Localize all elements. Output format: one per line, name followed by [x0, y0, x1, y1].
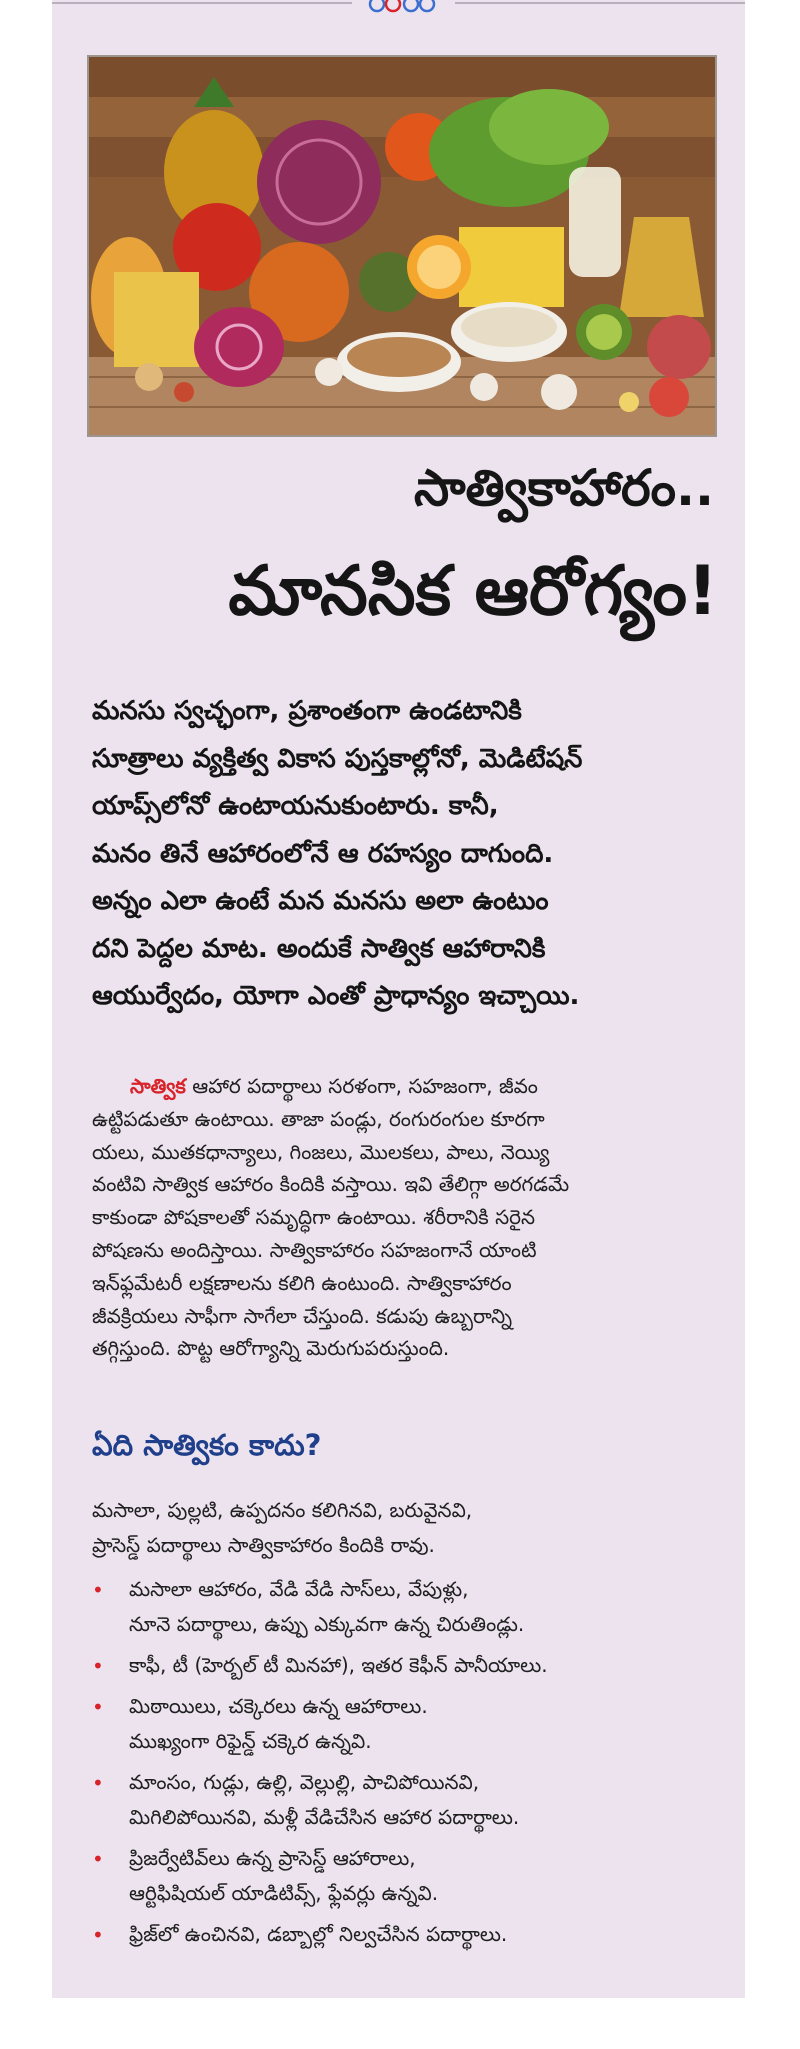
list-item-line: మాంసం, గుడ్లు, ఉల్లి, వెల్లుల్లి, పాచిపోయినవి,	[129, 1770, 480, 1794]
ornament-icon	[365, 0, 441, 14]
body-first-rest: ఆహార పదార్థాలు సరళంగా, సహజంగా, జీవం	[185, 1074, 538, 1098]
highlight-word: సాత్విక	[130, 1074, 186, 1098]
body-line: పోషణను అందిస్తాయి. సాత్వికాహారం సహజంగానే యాంటి	[92, 1237, 537, 1262]
section-subheading: ఏది సాత్వికం కాదు?	[92, 1428, 322, 1462]
body-line: వంటివి సాత్విక ఆహారం కిందికి వస్తాయి. ఇవి తేలిగ్గా అరగడమే	[92, 1172, 570, 1197]
list-item	[92, 1917, 712, 1952]
list-item-line: కాఫీ, టీ (హెర్బల్ టీ మినహా), ఇతర కెఫీన్ పానీయాలు.	[129, 1653, 548, 1677]
headline-line1: సాత్వికాహారం..	[414, 459, 714, 517]
list-item	[92, 1648, 712, 1683]
list-item-line: మిఠాయిలు, చక్కెరలు ఉన్న ఆహారాలు.	[129, 1694, 428, 1718]
bullet-icon: •	[92, 1654, 104, 1678]
body-line: కాకుండా పోషకాలతో సమృద్ధిగా ఉంటాయి. శరీరానికి సరైన	[92, 1205, 536, 1230]
body-paragraph	[92, 1070, 707, 1365]
not-satvik-list	[92, 1572, 712, 1958]
bullet-icon: •	[92, 1578, 104, 1602]
food-photo	[87, 55, 717, 437]
top-rule-right	[455, 2, 745, 4]
top-rule-left	[52, 2, 352, 4]
list-item	[92, 1572, 712, 1642]
not-satvik-intro-line: మసాలా, పుల్లటి, ఉప్పదనం కలిగినవి, బరువైనవి,	[92, 1498, 473, 1522]
list-item	[92, 1765, 712, 1835]
body-line: ఉట్టిపడుతూ ఉంటాయి. తాజా పండ్లు, రంగురంగుల కూరగా	[92, 1106, 545, 1131]
list-item-line: ఫ్రిజ్‌లో ఉంచినవి, డబ్బాల్లో నిల్వచేసిన పదార్థాలు.	[129, 1922, 508, 1946]
list-item-line: మిగిలిపోయినవి, మళ్లీ వేడిచేసిన ఆహార పదార్థాలు.	[129, 1805, 520, 1829]
bullet-icon: •	[92, 1771, 104, 1795]
intro-line: సూత్రాలు వ్యక్తిత్వ వికాస పుస్తకాల్లోనో, మెడిటేషన్	[92, 743, 583, 774]
list-item-line: నూనె పదార్థాలు, ఉప్పు ఎక్కువగా ఉన్న చిరుతిండ్లు.	[129, 1612, 525, 1636]
bullet-icon: •	[92, 1695, 104, 1719]
list-item-line: ముఖ్యంగా రిఫైన్డ్ చక్కెర ఉన్నవి.	[129, 1729, 372, 1753]
intro-line: మనం తినే ఆహారంలోనే ఆ రహస్యం దాగుంది.	[92, 838, 554, 869]
not-satvik-intro	[92, 1493, 707, 1563]
body-line: తగ్గిస్తుంది. పొట్ట ఆరోగ్యాన్ని మెరుగుపరుస్తుంది.	[92, 1336, 450, 1361]
intro-line: దని పెద్దల మాట. అందుకే సాత్విక ఆహారానికి	[92, 933, 546, 964]
not-satvik-intro-line: ప్రాసెస్డ్ పదార్థాలు సాత్వికాహారం కిందికి రావు.	[92, 1533, 435, 1557]
body-line: యలు, ముతకధాన్యాలు, గింజలు, మొలకలు, పాలు, నెయ్యి	[92, 1139, 550, 1164]
intro-line: మనసు స్వచ్ఛంగా, ప్రశాంతంగా ఉండటానికి	[92, 696, 522, 726]
intro-line: ఆయుర్వేదం, యోగా ఎంతో ప్రాధాన్యం ఇచ్చాయి.	[92, 981, 580, 1011]
intro-line: అన్నం ఎలా ఉంటే మన మనసు అలా ఉంటుం	[92, 886, 549, 916]
list-item	[92, 1841, 712, 1911]
bullet-icon: •	[92, 1847, 104, 1871]
body-line: ఇన్‌ఫ్లమేటరీ లక్షణాలను కలిగి ఉంటుంది. సాత్వికాహారం	[92, 1270, 512, 1295]
intro-paragraph	[92, 688, 712, 1021]
list-item-line: ప్రిజర్వేటివ్‌లు ఉన్న ప్రాసెస్డ్ ఆహారాలు,	[129, 1846, 416, 1870]
intro-line: యాప్స్‌లోనో ఉంటాయనుకుంటారు. కానీ,	[92, 791, 499, 821]
body-line: జీవక్రియలు సాఫీగా సాగేలా చేస్తుంది. కడుపు ఉబ్బరాన్ని	[92, 1303, 513, 1328]
headline-line2: మానసిక ఆరోగ్యం!	[228, 552, 718, 631]
list-item-line: ఆర్టిఫిషియల్ యాడిటివ్స్, ఫ్లేవర్లు ఉన్నవి.	[129, 1881, 439, 1905]
list-item-line: మసాలా ఆహారం, వేడి వేడి సాస్‌లు, వేపుళ్లు,	[129, 1577, 469, 1601]
list-item	[92, 1689, 712, 1759]
body-first-line	[92, 1070, 707, 1103]
bullet-icon: •	[92, 1923, 104, 1947]
